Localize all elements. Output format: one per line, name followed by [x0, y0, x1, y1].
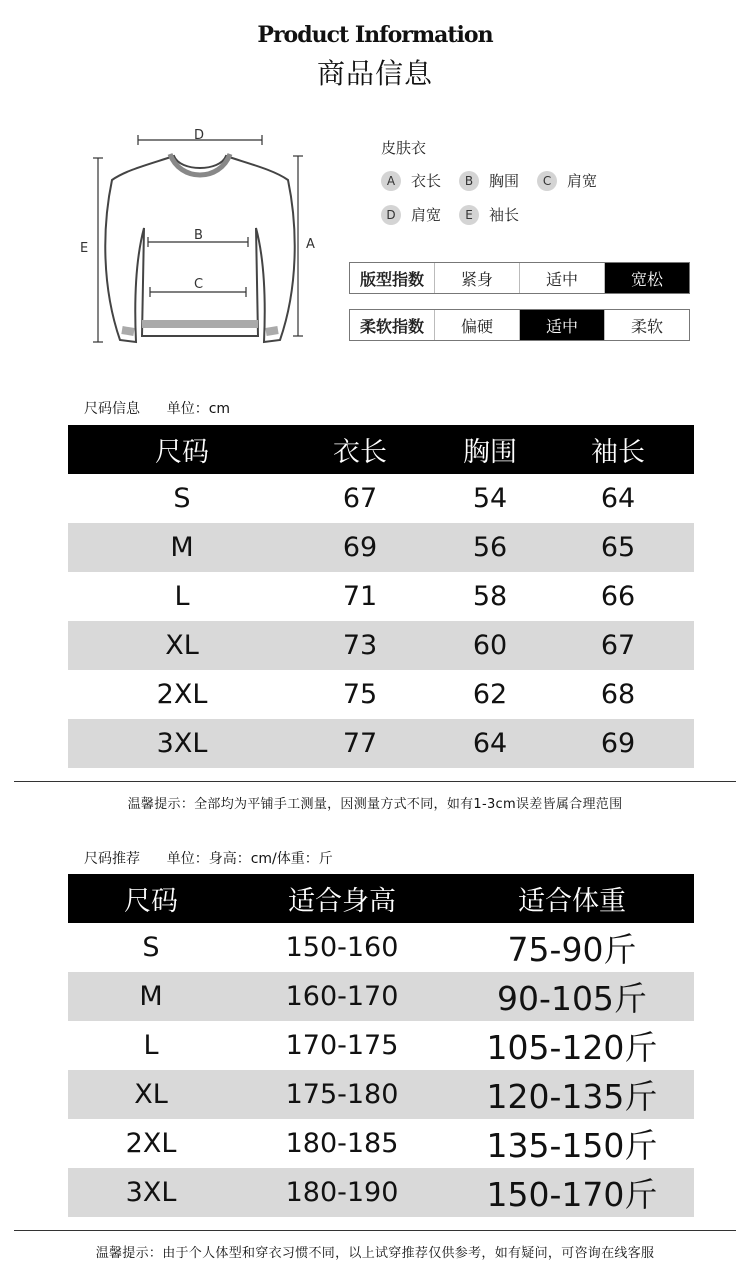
table-cell: 73: [342, 630, 378, 661]
table-cell: XL: [134, 1079, 168, 1110]
header-cell: 适合身高: [288, 886, 396, 917]
badge-c: C: [537, 171, 557, 191]
table-cell: 75-90斤: [507, 930, 637, 969]
table-cell: 2XL: [156, 679, 208, 710]
header-cell: 尺码: [155, 437, 209, 468]
table-cell: 71: [342, 581, 378, 612]
table-row: [68, 972, 694, 1021]
table-cell: 68: [600, 679, 636, 710]
table-cell: 2XL: [125, 1128, 177, 1159]
table-row: [68, 1021, 694, 1070]
fit-index-label: 版型指数: [359, 269, 424, 289]
label-a: A: [306, 237, 315, 252]
table-cell: 135-150斤: [486, 1126, 658, 1165]
table-row: [68, 1168, 694, 1217]
table-cell: M: [170, 532, 194, 563]
sweater-outline: [105, 154, 294, 342]
legend-item: [459, 204, 519, 225]
legend-row-1: [381, 170, 615, 191]
table-cell: 170-175: [285, 1030, 399, 1061]
divider: [14, 1230, 736, 1231]
legend-label: 衣长: [411, 172, 442, 190]
fit-option: 适中: [519, 263, 604, 293]
legend-item: [537, 170, 597, 191]
measurement-note: 温馨提示：全部均为平铺手工测量，因测量方式不同，如有1-3cm误差皆属合理范围: [127, 797, 623, 812]
badge-a: A: [381, 171, 401, 191]
badge-b: B: [459, 171, 479, 191]
table-row: [68, 719, 694, 768]
table-cell: 69: [600, 728, 636, 759]
table-cell: 65: [600, 532, 636, 563]
table-cell: 69: [342, 532, 378, 563]
table-cell: 66: [600, 581, 636, 612]
legend-item: [381, 204, 441, 225]
table-cell: 62: [472, 679, 508, 710]
badge-d: D: [381, 205, 401, 225]
fit-option: 紧身: [434, 263, 519, 293]
size-info-table: [68, 425, 694, 768]
table-row: [68, 474, 694, 523]
table-cell: 150-160: [285, 932, 399, 963]
table-cell: 67: [342, 483, 378, 514]
legend-title: 皮肤衣: [381, 139, 427, 157]
table-row: [68, 572, 694, 621]
legend-label: 肩宽: [567, 172, 598, 190]
table-cell: 150-170斤: [486, 1175, 658, 1214]
sweater-diagram: [72, 118, 332, 363]
table-row: [68, 670, 694, 719]
legend-item: [381, 170, 441, 191]
softness-option: 适中: [519, 310, 604, 340]
table-cell: L: [143, 1030, 159, 1061]
table-cell: 64: [600, 483, 636, 514]
legend-label: 胸围: [489, 172, 520, 190]
table-cell: 67: [600, 630, 636, 661]
size-info-label: 尺码信息 单位：cm: [84, 401, 231, 417]
legend-label: 肩宽: [411, 206, 442, 224]
table-row: [68, 1070, 694, 1119]
table-cell: 77: [342, 728, 378, 759]
table-cell: 120-135斤: [486, 1077, 658, 1116]
table-cell: 3XL: [156, 728, 208, 759]
label-c: C: [194, 277, 204, 292]
table-cell: 180-190: [285, 1177, 399, 1208]
table-cell: S: [173, 483, 191, 514]
table-cell: 56: [472, 532, 508, 563]
badge-e: E: [459, 205, 479, 225]
table-cell: 180-185: [285, 1128, 399, 1159]
fit-option: 宽松: [604, 263, 689, 293]
table-cell: XL: [165, 630, 199, 661]
fit-index: [349, 262, 690, 294]
table-cell: 60: [472, 630, 508, 661]
softness-index: [349, 309, 690, 341]
divider: [14, 781, 736, 782]
label-e: E: [80, 241, 89, 256]
label-d: D: [194, 128, 205, 143]
size-recommend-label: 尺码推荐 单位：身高：cm/体重：斤: [84, 851, 333, 867]
size-recommend-table: [68, 874, 694, 1217]
title-en: Product Information: [257, 22, 493, 48]
legend-label: 袖长: [489, 206, 520, 224]
table-cell: L: [174, 581, 190, 612]
table-cell: 90-105斤: [497, 979, 647, 1018]
table-cell: 175-180: [285, 1079, 399, 1110]
header-cell: 袖长: [591, 437, 645, 468]
table-cell: M: [139, 981, 163, 1012]
table-cell: 3XL: [125, 1177, 177, 1208]
table-row: [68, 621, 694, 670]
table-cell: 54: [472, 483, 508, 514]
table-cell: 160-170: [285, 981, 399, 1012]
header-cell: 胸围: [463, 437, 517, 468]
table-cell: 105-120斤: [486, 1028, 658, 1067]
table-cell: 58: [472, 581, 508, 612]
table-header-row: [68, 874, 694, 923]
label-b: B: [194, 228, 203, 243]
fit-note: 温馨提示：由于个人体型和穿衣习惯不同，以上试穿推荐仅供参考，如有疑问，可咨询在线客服: [95, 1246, 655, 1261]
table-cell: S: [142, 932, 160, 963]
legend-row-2: [381, 204, 537, 225]
header-cell: 适合体重: [518, 886, 626, 917]
header-cell: 衣长: [333, 437, 387, 468]
title-cn: 商品信息: [316, 57, 433, 90]
softness-option: 偏硬: [434, 310, 519, 340]
table-row: [68, 923, 694, 972]
softness-index-label: 柔软指数: [359, 316, 424, 336]
table-row: [68, 523, 694, 572]
table-cell: 75: [342, 679, 378, 710]
legend-item: [459, 170, 519, 191]
header-cell: 尺码: [124, 886, 178, 917]
table-cell: 64: [472, 728, 508, 759]
softness-option: 柔软: [604, 310, 689, 340]
table-header-row: [68, 425, 694, 474]
table-row: [68, 1119, 694, 1168]
